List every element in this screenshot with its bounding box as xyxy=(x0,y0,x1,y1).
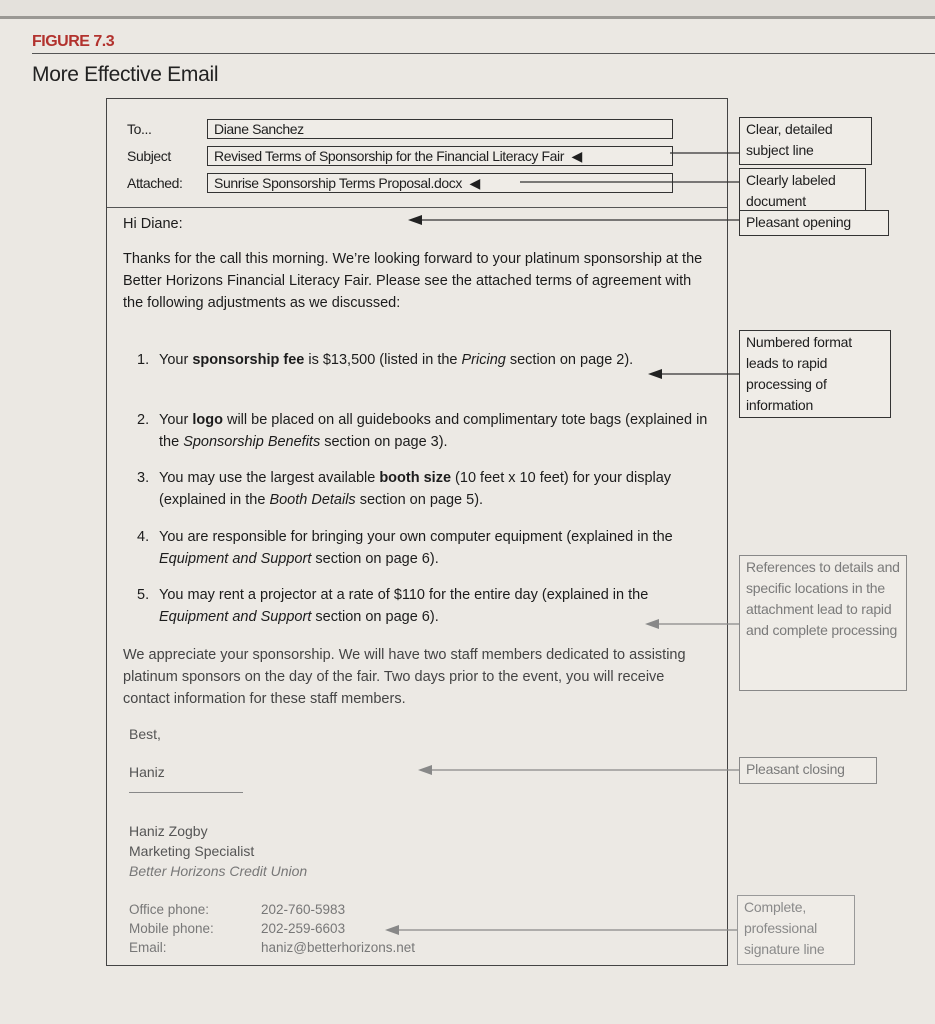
subject-value: Revised Terms of Sponsorship for the Financial Literacy Fair xyxy=(214,148,565,164)
list-number: 5. xyxy=(137,587,150,603)
signature-underline xyxy=(129,792,243,793)
callout-signature-line: Complete, professional signature line xyxy=(737,895,855,965)
list-number: 2. xyxy=(137,412,150,428)
sender-org: Better Horizons Credit Union xyxy=(129,863,308,879)
signoff: Best, xyxy=(129,726,161,742)
attachment-field xyxy=(207,173,673,193)
sender-title: Marketing Specialist xyxy=(129,843,255,859)
figure-title: More Effective Email xyxy=(32,63,219,86)
to-field: Diane Sanchez xyxy=(207,119,673,139)
list-item: 3. You may use the largest available booth size (10 feet x 10 feet) for your display (explained in the Booth Details section on page 5). xyxy=(137,467,712,511)
header-divider xyxy=(107,207,727,208)
top-divider xyxy=(0,16,935,19)
to-label: To... xyxy=(127,121,152,137)
attached-label: Attached: xyxy=(127,175,183,191)
contact-row-mobile: Mobile phone: 202-259-6603 xyxy=(129,921,346,936)
list-number: 3. xyxy=(137,470,150,486)
contact-row-office: Office phone: 202-760-5983 xyxy=(129,902,346,917)
figure-label: FIGURE 7.3 xyxy=(32,33,115,50)
greeting: Hi Diane: xyxy=(123,216,183,232)
list-item: 4. You are responsible for bringing your own computer equipment (explained in the Equipment and Support section on page 6). xyxy=(137,526,712,570)
signature-name: Haniz xyxy=(129,764,165,780)
list-number: 4. xyxy=(137,529,150,545)
attachment-arrow-icon: ◀ xyxy=(469,175,480,191)
subject-arrow-icon: ◀ xyxy=(571,148,582,164)
contact-row-email: Email: haniz@betterhorizons.net xyxy=(129,940,416,955)
callout-pleasant-closing: Pleasant closing xyxy=(739,757,877,784)
list-number: 1. xyxy=(137,352,150,368)
list-item: 2. Your logo will be placed on all guidebooks and complimentary tote bags (explained in the Sponsorship Benefits section on page 3). xyxy=(137,409,712,453)
callout-pleasant-opening: Pleasant opening xyxy=(739,210,889,236)
callout-labeled-document: Clearly labeled document xyxy=(739,168,866,212)
intro-paragraph: Thanks for the call this morning. We’re looking forward to your platinum sponsorship at the Better Horizons Financial Literacy Fair. Please see the attached terms of agreement with the following adjustments as we discussed: xyxy=(123,251,703,311)
callout-references: References to details and specific locations in the attachment lead to rapid and complete processing xyxy=(739,555,907,691)
attachment-value: Sunrise Sponsorship Terms Proposal.docx xyxy=(214,175,462,191)
list-item: 1. Your sponsorship fee is $13,500 (listed in the Pricing section on page 2). xyxy=(137,349,712,371)
closing-paragraph: We appreciate your sponsorship. We will have two staff members dedicated to assisting platinum sponsors on the day of the fair. Two days prior to the event, you will receive contact information for these staff members. xyxy=(123,647,686,707)
callout-subject-line: Clear, detailed subject line xyxy=(739,117,872,165)
figure-rule xyxy=(32,53,935,54)
sender-name: Haniz Zogby xyxy=(129,823,208,839)
email-mockup xyxy=(106,98,728,966)
subject-field xyxy=(207,146,673,166)
callout-numbered-format: Numbered format leads to rapid processing of information xyxy=(739,330,891,418)
subject-label: Subject xyxy=(127,148,171,164)
list-item: 5. You may rent a projector at a rate of $110 for the entire day (explained in the Equipment and Support section on page 6). xyxy=(137,584,712,628)
